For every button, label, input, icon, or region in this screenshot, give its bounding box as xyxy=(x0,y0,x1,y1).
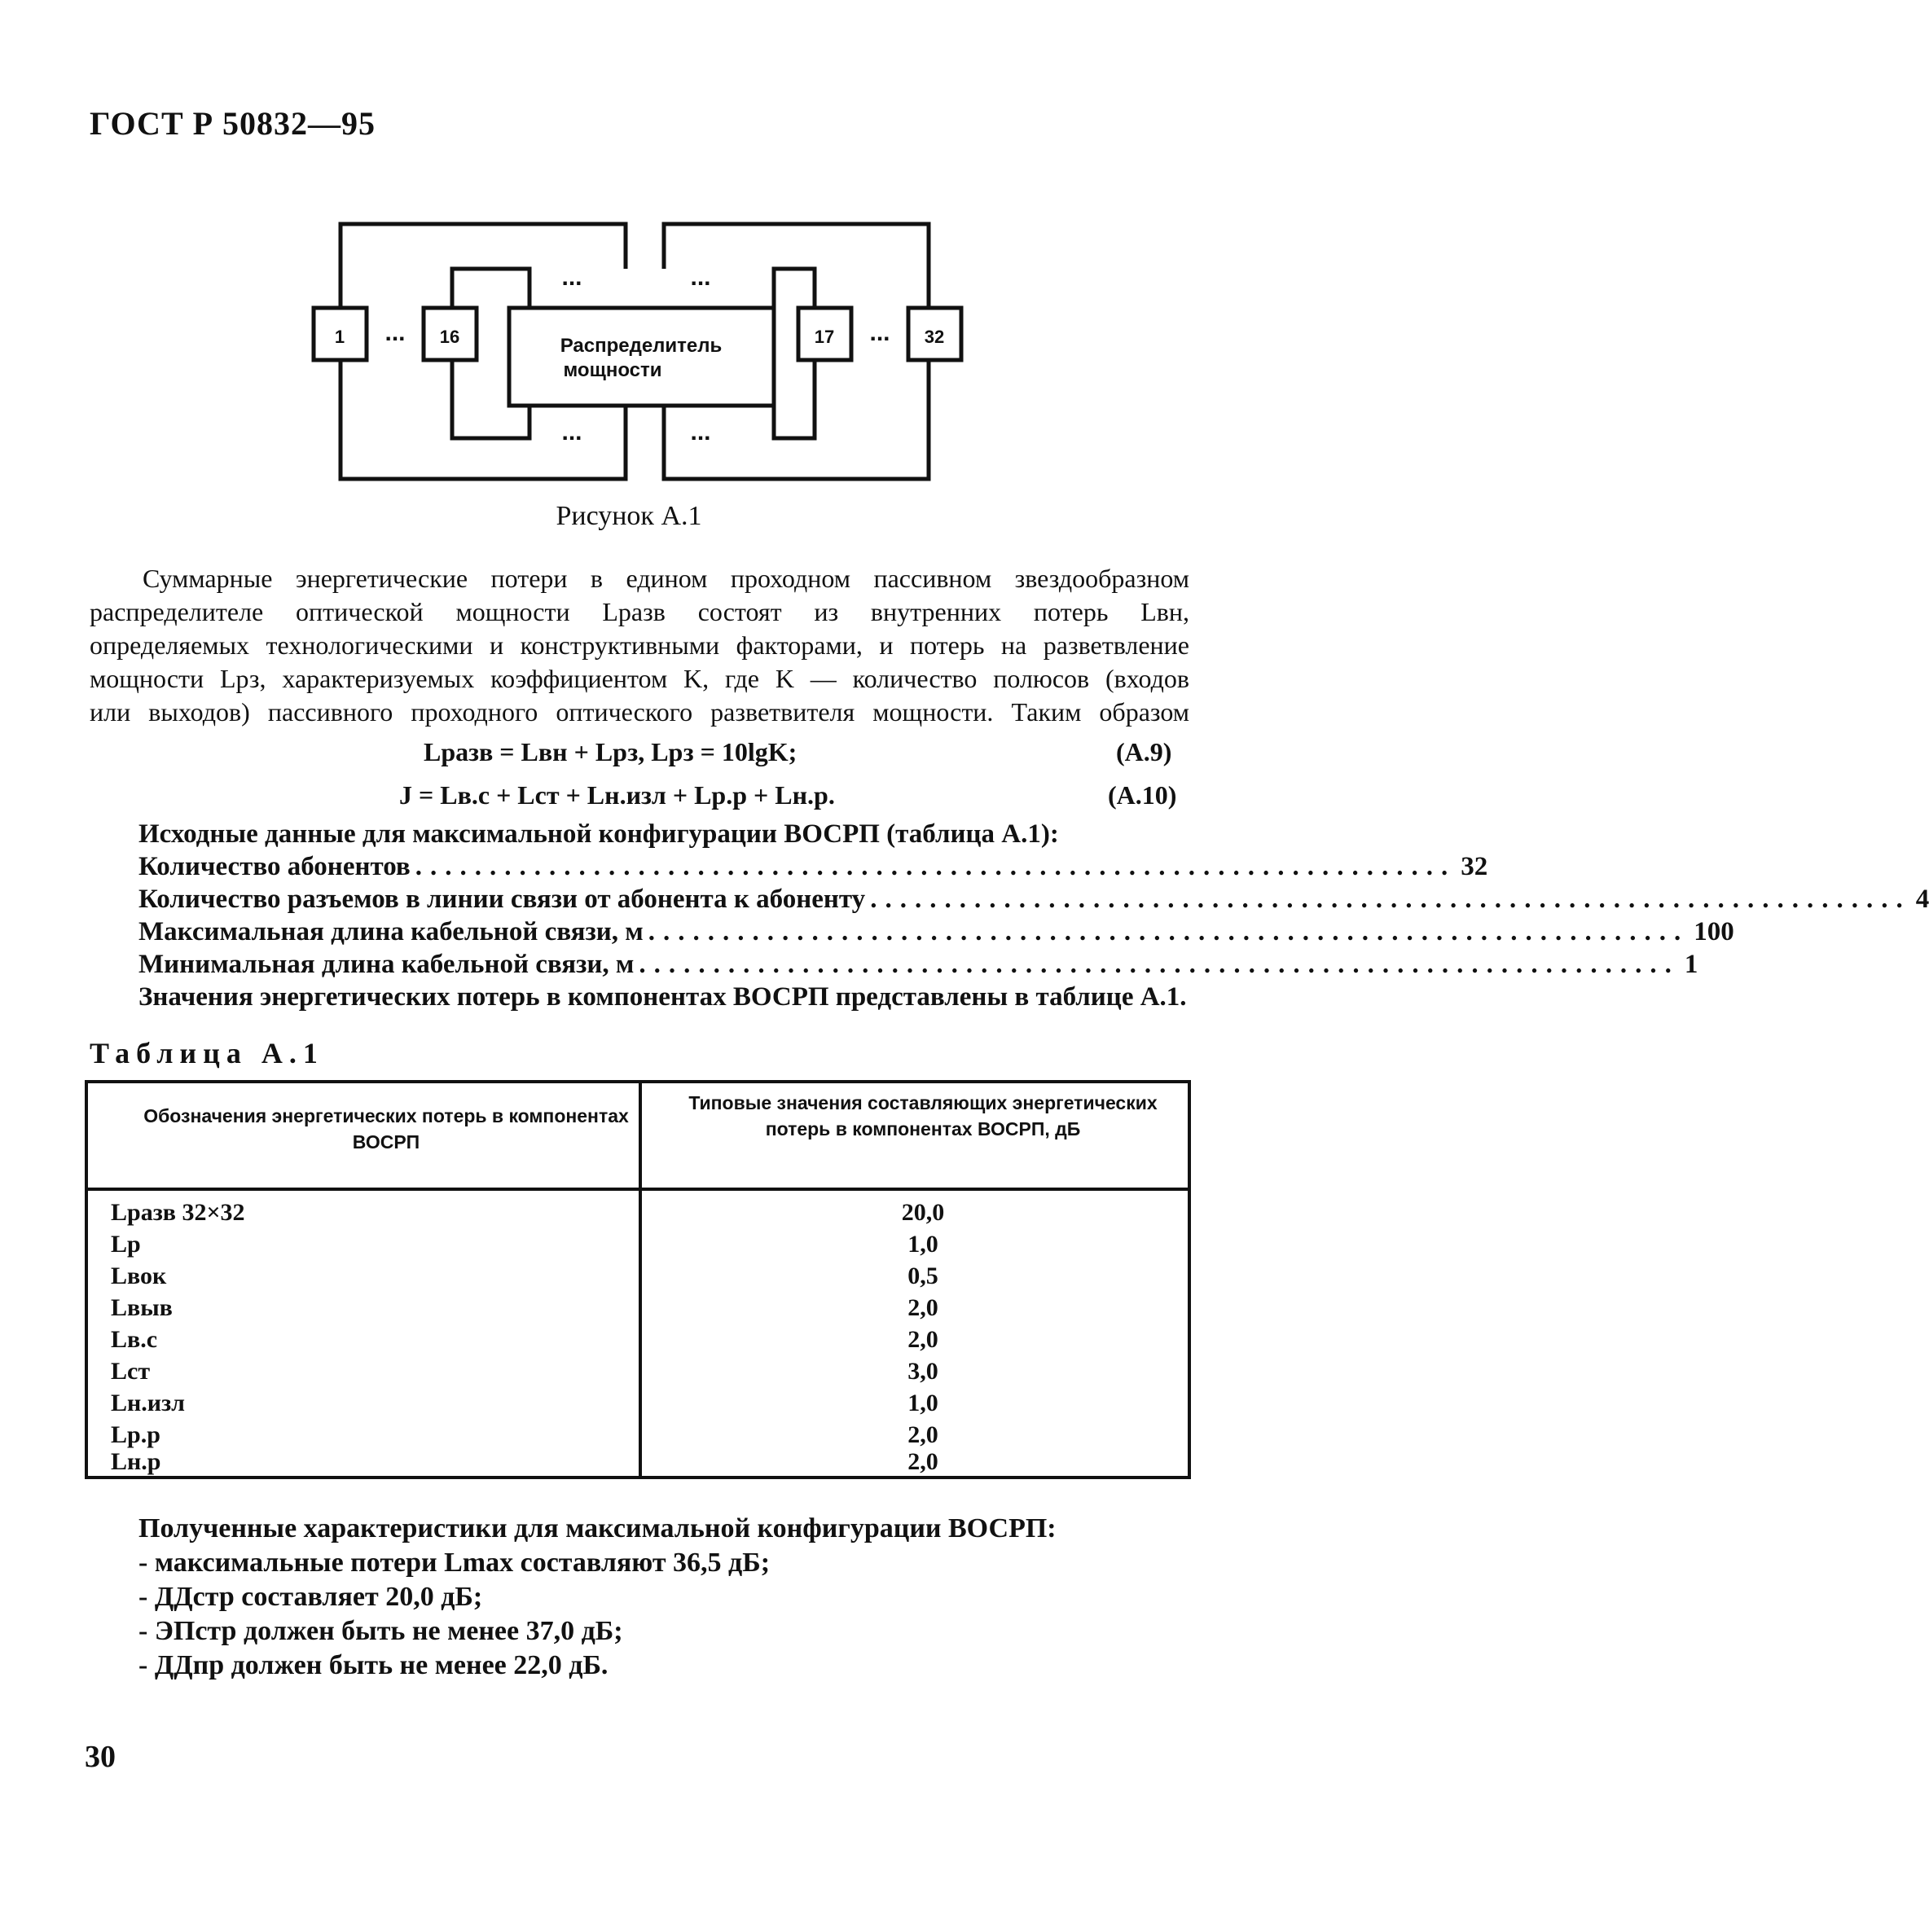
table-cell-value: 1,0 xyxy=(907,1231,938,1258)
table-header-designation: Обозначения энергетических потерь в компонентах ВОСРП xyxy=(143,1105,629,1153)
figure-caption: Рисунок А.1 xyxy=(556,501,702,531)
body-paragraph xyxy=(90,562,1189,729)
source-data-label: Максимальная длина кабельной связи, м xyxy=(138,917,644,946)
inner-frame-right-bottom xyxy=(774,360,815,438)
table-cell-name: Lв.с xyxy=(111,1326,158,1353)
table-caption: Таблица А.1 xyxy=(90,1037,324,1069)
figure-a1-diagram xyxy=(0,0,1258,505)
paragraph-line: Суммарные энергетические потери в едином проходном пассивном звездообразном xyxy=(143,564,1189,593)
source-data-row: Максимальная длина кабельной связи, м ...................................................................... 100 xyxy=(138,917,1734,946)
results-block xyxy=(138,1512,1057,1683)
table-cell-name: Lр xyxy=(111,1231,141,1258)
port-label-1: 1 xyxy=(334,327,345,347)
table-cell-value: 2,0 xyxy=(907,1448,938,1475)
port-label-17: 17 xyxy=(814,327,835,347)
ellipsis-top-left: ... xyxy=(561,264,582,291)
source-data-value: 1 xyxy=(1684,950,1698,979)
table-cell-value: 2,0 xyxy=(907,1421,938,1448)
port-label-16: 16 xyxy=(439,327,460,347)
source-data-row: Минимальная длина кабельной связи, м ...................................................................... 1 xyxy=(138,950,1698,979)
paragraph-line: определяемых технологическими и конструктивными факторами, и потерь на разветвление xyxy=(90,630,1189,660)
distributor-label-line1: Распределитель xyxy=(560,335,723,357)
inner-frame-left xyxy=(452,269,529,308)
source-data-closing: Значения энергетических потерь в компонентах ВОСРП представлены в таблице А.1. xyxy=(138,982,1187,1012)
table-cell-value: 3,0 xyxy=(907,1358,938,1385)
source-data-value: 100 xyxy=(1694,917,1734,946)
table-cell-name: Lн.изл xyxy=(111,1390,185,1416)
paragraph-line: распределителе оптической мощности Lразв состоят из внутренних потерь Lвн, xyxy=(90,597,1189,626)
formula-a9: Lразв = Lвн + Lрз, Lрз = 10lgK; xyxy=(424,737,798,766)
table-cell-value: 1,0 xyxy=(907,1390,938,1416)
losses-table xyxy=(85,1080,1191,1479)
table-header-typical-values: Типовые значения составляющих энергетических потерь в компонентах ВОСРП, дБ xyxy=(688,1092,1158,1139)
source-data-intro: Исходные данные для максимальной конфигурации ВОСРП (таблица А.1): xyxy=(138,819,1059,849)
table-cell-value: 2,0 xyxy=(907,1294,938,1321)
distributor-box xyxy=(509,308,774,406)
table-cell-name: Lр.р xyxy=(111,1421,160,1448)
table-cell-value: 0,5 xyxy=(907,1262,938,1289)
table-cell-name: Lст xyxy=(111,1358,151,1385)
results-item: - ЭПстр должен быть не менее 37,0 дБ; xyxy=(138,1616,623,1646)
ellipsis-top-right: ... xyxy=(690,264,711,291)
inner-frame-right xyxy=(774,269,815,308)
formula-a10: J = Lв.с + Lст + Lн.изл + Lр.р + Lн.р. xyxy=(399,780,835,810)
paragraph-line: или выходов) пассивного проходного оптического разветвителя мощности. Таким образом xyxy=(90,697,1189,727)
distributor-label-line2: мощности xyxy=(563,359,662,381)
formula-a9-number: (А.9) xyxy=(1116,737,1172,766)
source-data-value: 32 xyxy=(1461,852,1488,881)
table-cell-name: Lвок xyxy=(111,1262,167,1289)
results-item: - ДДстр составляет 20,0 дБ; xyxy=(138,1582,483,1612)
port-label-32: 32 xyxy=(924,327,945,347)
source-data-label: Минимальная длина кабельной связи, м xyxy=(138,950,635,979)
results-title: Полученные характеристики для максимальной конфигурации ВОСРП: xyxy=(138,1513,1057,1543)
results-item: - максимальные потери Lmax составляют 36,5 дБ; xyxy=(138,1548,771,1578)
ellipsis-bottom-left: ... xyxy=(561,419,582,446)
table-cell-name: Lн.р xyxy=(111,1448,161,1475)
source-data-row: Количество разъемов в линии связи от абонента к абоненту ...................................................................... 4 xyxy=(138,885,1929,914)
page-number: 30 xyxy=(85,1740,116,1774)
paragraph-line: мощности Lрз, характеризуемых коэффициентом K, где K — количество полюсов (входов xyxy=(90,664,1189,693)
source-data-label: Количество разъемов в линии связи от абонента к абоненту xyxy=(138,885,866,914)
ellipsis-bottom-right: ... xyxy=(690,419,711,446)
ellipsis-between-17-32: ... xyxy=(869,319,890,346)
results-item: - ДДпр должен быть не менее 22,0 дБ. xyxy=(138,1650,609,1680)
source-data-value: 4 xyxy=(1915,885,1929,914)
ellipsis-between-1-16: ... xyxy=(384,319,406,346)
source-data-row: Количество абонентов ...................................................................... 32 xyxy=(138,852,1488,881)
table-cell-value: 2,0 xyxy=(907,1326,938,1353)
source-data-label: Количество абонентов xyxy=(138,852,411,881)
formula-a10-number: (А.10) xyxy=(1108,780,1177,810)
table-cell-name: Lвыв xyxy=(111,1294,173,1321)
table-cell-value: 20,0 xyxy=(901,1199,945,1226)
document-header: ГОСТ Р 50832—95 xyxy=(90,105,376,142)
table-cell-name: Lразв 32×32 xyxy=(111,1199,245,1226)
